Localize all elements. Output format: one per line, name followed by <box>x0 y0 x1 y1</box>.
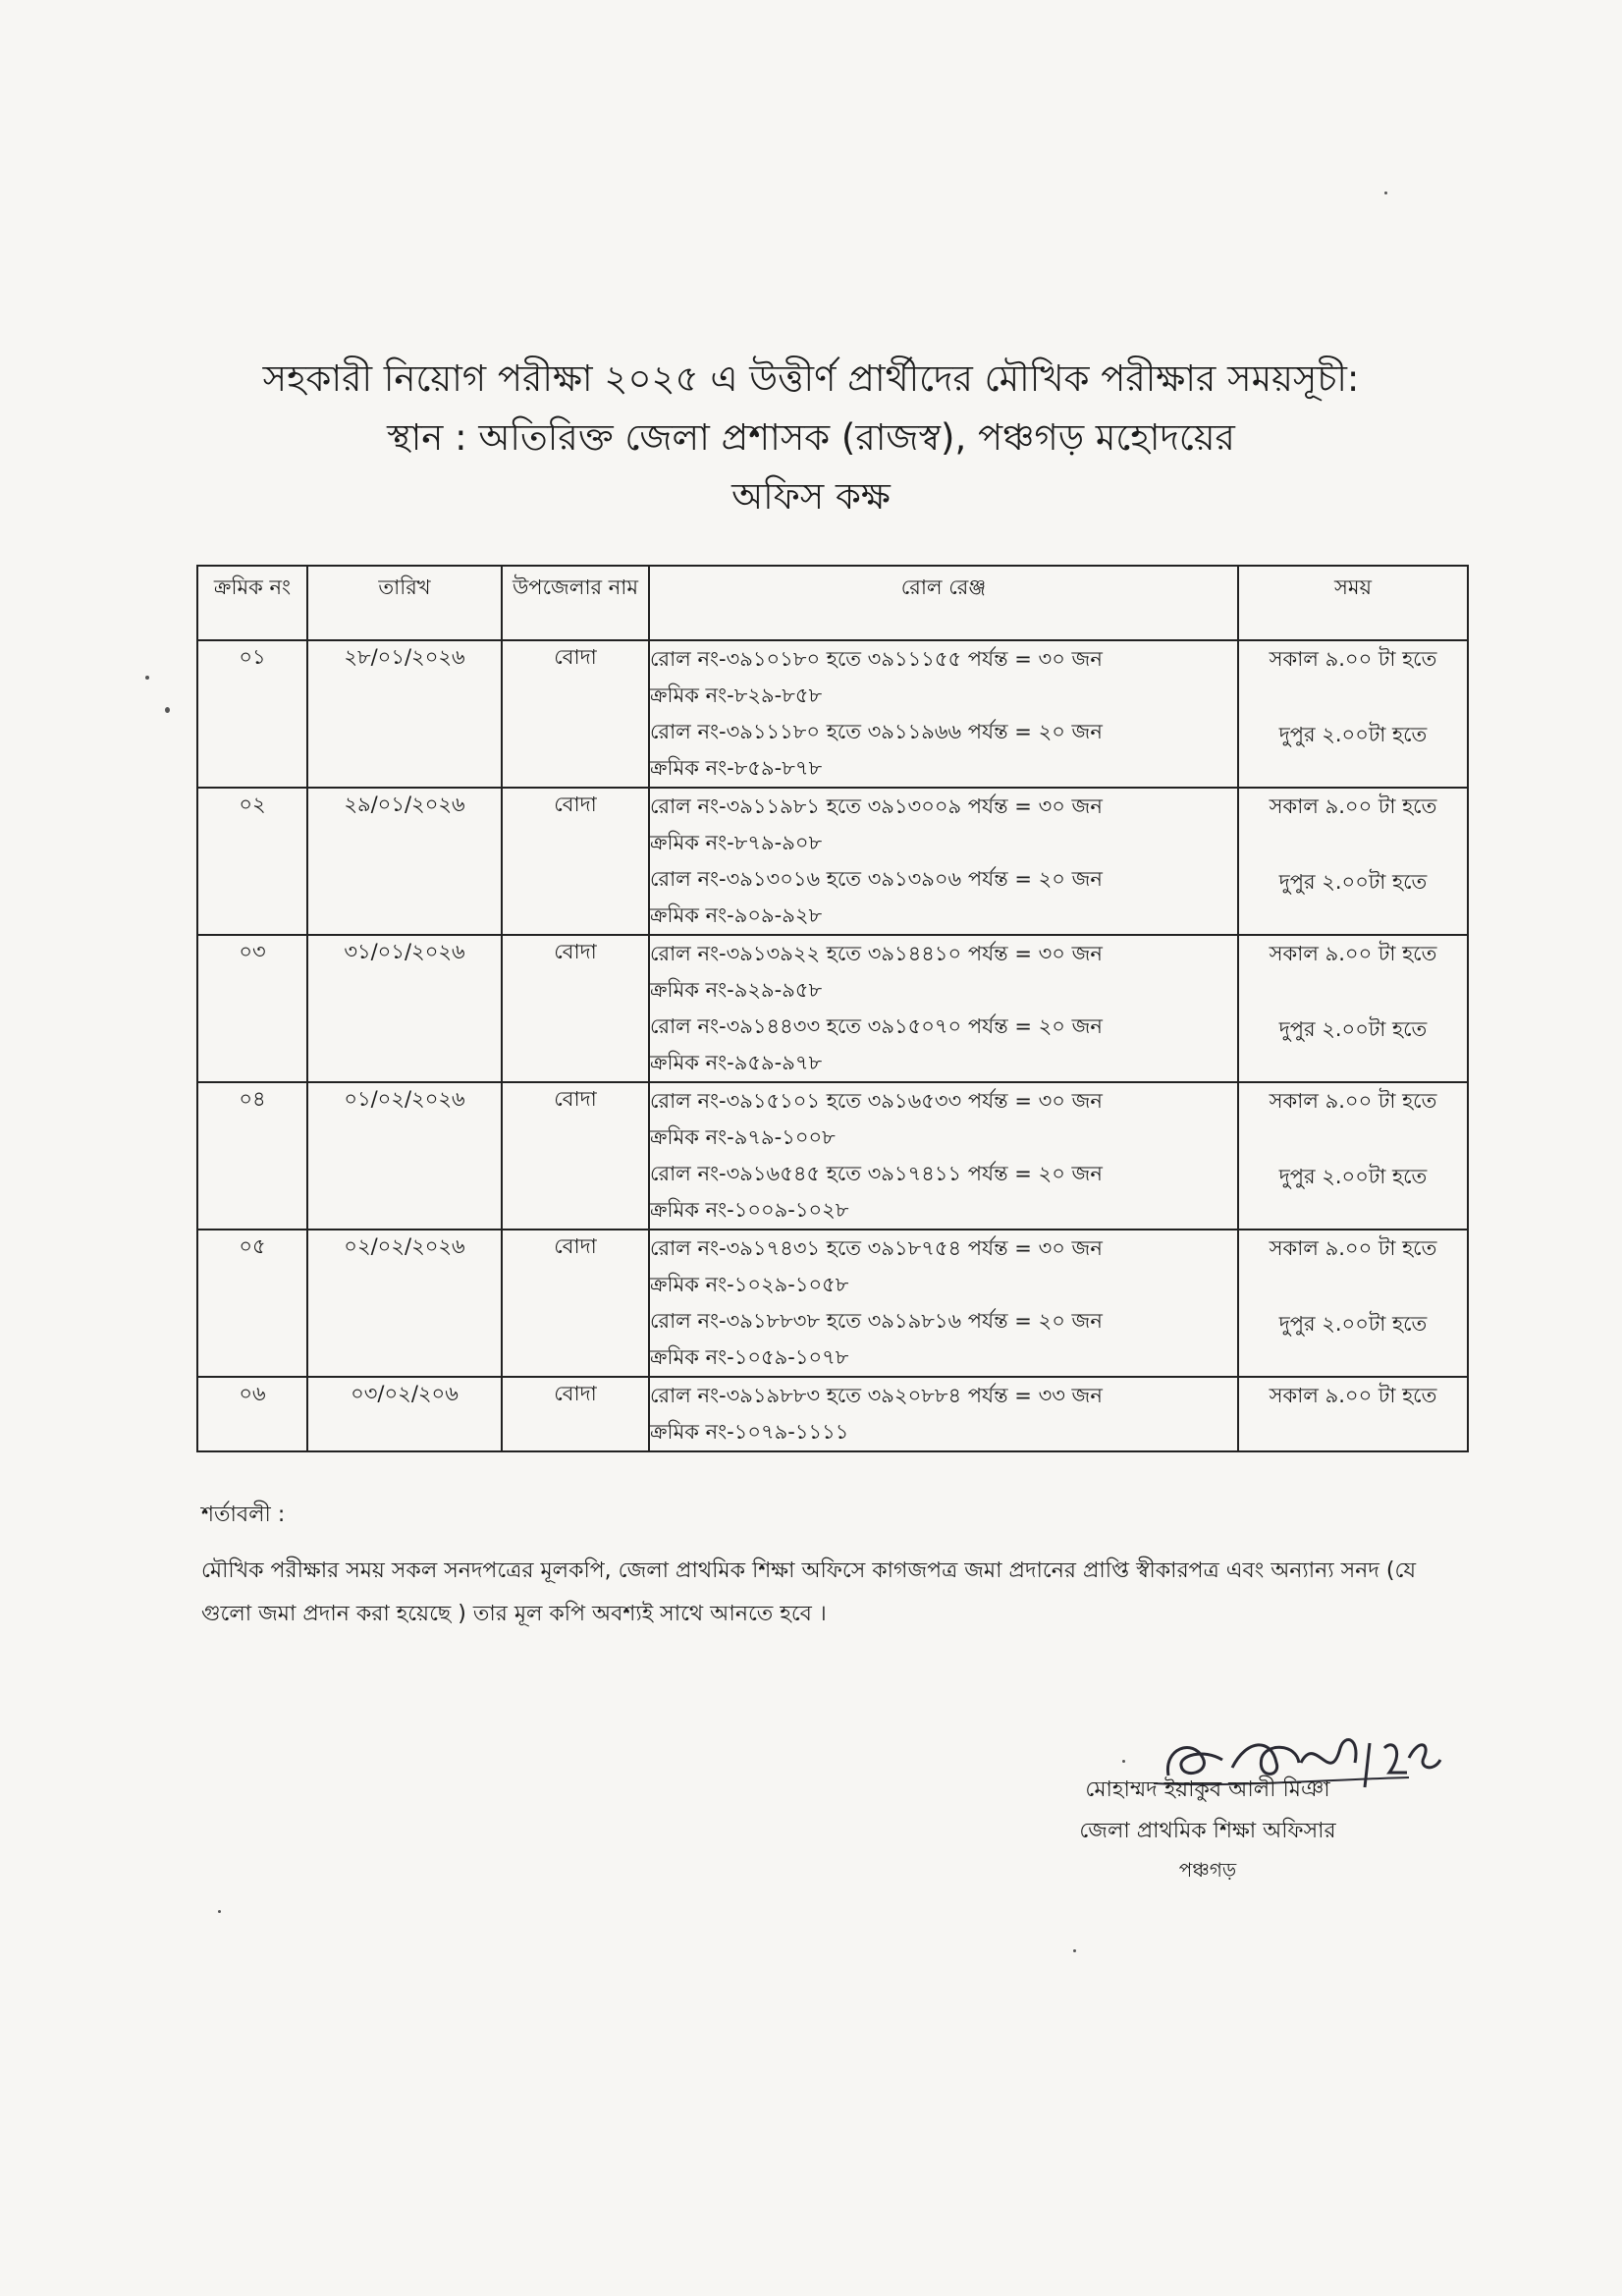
cell-serial: ০৪ <box>197 1082 307 1230</box>
scan-speck <box>145 676 149 680</box>
notice-venue: স্থান : অতিরিক্ত জেলা প্রশাসক (রাজস্ব), পঞ্চগড় মহোদয়ের <box>387 416 1235 459</box>
roll-range-line: রোল নং-৩৯১৩০১৬ হতে ৩৯১৩৯০৬ পর্যন্ত = ২০ জন <box>650 867 1103 891</box>
serial-range-line: ক্রমিক নং-১০৭৯-১১১১ <box>650 1420 849 1444</box>
cell-roll-range <box>649 1377 1238 1451</box>
serial-range-line: ক্রমিক নং-১০২৯-১০৫৮ <box>650 1273 849 1296</box>
morning-time: সকাল ৯.০০ টা হতে <box>1269 647 1437 671</box>
schedule-table <box>196 565 1469 1452</box>
cell-time <box>1238 1230 1468 1377</box>
afternoon-time: দুপুর ২.০০টা হতে <box>1278 1312 1428 1336</box>
cell-date: ২৯/০১/২০২৬ <box>307 788 502 935</box>
signatory-designation: জেলা প্রাথমিক শিক্ষা অফিসার <box>1079 1819 1336 1843</box>
cell-date: ০৩/০২/২০৬ <box>307 1377 502 1451</box>
scan-speck <box>1073 1949 1076 1952</box>
roll-range-line: রোল নং-৩৯১৪৪৩৩ হতে ৩৯১৫০৭০ পর্যন্ত = ২০ জন <box>650 1014 1103 1038</box>
cell-serial: ০৩ <box>197 935 307 1082</box>
roll-range-line: রোল নং-৩৯১৮৮৩৮ হতে ৩৯১৯৮১৬ পর্যন্ত = ২০ জন <box>650 1309 1103 1333</box>
cell-roll-range <box>649 640 1238 788</box>
cell-upazila: বোদা <box>502 935 649 1082</box>
morning-time: সকাল ৯.০০ টা হতে <box>1269 942 1437 965</box>
serial-range-line: ক্রমিক নং-৮৫৯-৮৭৮ <box>650 756 823 780</box>
cell-upazila: বোদা <box>502 1082 649 1230</box>
serial-range-line: ক্রমিক নং-১০৫৯-১০৭৮ <box>650 1345 849 1369</box>
table-row <box>197 788 1468 935</box>
cell-upazila: বোদা <box>502 1377 649 1451</box>
table-row <box>197 640 1468 788</box>
notice-venue-room: অফিস কক্ষ <box>731 475 891 518</box>
scan-speck <box>218 1910 221 1913</box>
header-time: সময় <box>1238 566 1468 640</box>
cell-time <box>1238 1377 1468 1451</box>
morning-time: সকাল ৯.০০ টা হতে <box>1269 1089 1437 1113</box>
afternoon-time: দুপুর ২.০০টা হতে <box>1278 723 1428 746</box>
header-serial: ক্রমিক নং <box>197 566 307 640</box>
roll-range-line: রোল নং-৩৯১৩৯২২ হতে ৩৯১৪৪১০ পর্যন্ত = ৩০ জন <box>650 942 1103 965</box>
roll-range-line: রোল নং-৩৯১০১৮০ হতে ৩৯১১১৫৫ পর্যন্ত = ৩০ জন <box>650 647 1103 671</box>
cell-time <box>1238 788 1468 935</box>
cell-upazila: বোদা <box>502 640 649 788</box>
terms-heading: শর্তাবলী : <box>201 1503 286 1527</box>
afternoon-time: দুপুর ২.০০টা হতে <box>1278 1165 1428 1188</box>
morning-time: সকাল ৯.০০ টা হতে <box>1269 1236 1437 1260</box>
serial-range-line: ক্রমিক নং-৮৭৯-৯০৮ <box>650 831 823 854</box>
cell-date: ২৮/০১/২০২৬ <box>307 640 502 788</box>
cell-roll-range <box>649 1082 1238 1230</box>
cell-time <box>1238 1082 1468 1230</box>
roll-range-line: রোল নং-৩৯১১১৮০ হতে ৩৯১১৯৬৬ পর্যন্ত = ২০ জন <box>650 720 1103 743</box>
cell-serial: ০১ <box>197 640 307 788</box>
table-row <box>197 1082 1468 1230</box>
scan-speck <box>165 707 170 713</box>
table-row <box>197 1230 1468 1377</box>
cell-time <box>1238 935 1468 1082</box>
cell-roll-range <box>649 935 1238 1082</box>
afternoon-time: দুপুর ২.০০টা হতে <box>1278 1017 1428 1041</box>
roll-range-line: রোল নং-৩৯১৯৮৮৩ হতে ৩৯২০৮৮৪ পর্যন্ত = ৩৩ জন <box>650 1384 1103 1407</box>
cell-time <box>1238 640 1468 788</box>
cell-upazila: বোদা <box>502 1230 649 1377</box>
header-date: তারিখ <box>307 566 502 640</box>
roll-range-line: রোল নং-৩৯১৫১০১ হতে ৩৯১৬৫৩৩ পর্যন্ত = ৩০ জন <box>650 1089 1103 1113</box>
serial-range-line: ক্রমিক নং-৯০৯-৯২৮ <box>650 903 823 927</box>
cell-date: ০২/০২/২০২৬ <box>307 1230 502 1377</box>
cell-roll-range <box>649 1230 1238 1377</box>
morning-time: সকাল ৯.০০ টা হতে <box>1269 1384 1437 1407</box>
serial-range-line: ক্রমিক নং-৯৭৯-১০০৮ <box>650 1125 836 1149</box>
cell-date: ৩১/০১/২০২৬ <box>307 935 502 1082</box>
signatory-place: পঞ্চগড় <box>1178 1858 1237 1882</box>
signatory-name: মোহাম্মদ ইয়াকুব আলী মিঞা <box>1085 1777 1330 1802</box>
roll-range-line: রোল নং-৩৯১১৯৮১ হতে ৩৯১৩০০৯ পর্যন্ত = ৩০ জন <box>650 794 1103 818</box>
cell-serial: ০২ <box>197 788 307 935</box>
serial-range-line: ক্রমিক নং-৯২৯-৯৫৮ <box>650 978 823 1002</box>
cell-serial: ০৫ <box>197 1230 307 1377</box>
serial-range-line: ক্রমিক নং-৯৫৯-৯৭৮ <box>650 1051 823 1074</box>
serial-range-line: ক্রমিক নং-১০০৯-১০২৮ <box>650 1198 849 1222</box>
scan-speck <box>1122 1760 1125 1763</box>
serial-range-line: ক্রমিক নং-৮২৯-৮৫৮ <box>650 683 823 707</box>
roll-range-line: রোল নং-৩৯১৭৪৩১ হতে ৩৯১৮৭৫৪ পর্যন্ত = ৩০ জন <box>650 1236 1103 1260</box>
cell-date: ০১/০২/২০২৬ <box>307 1082 502 1230</box>
afternoon-time: দুপুর ২.০০টা হতে <box>1278 870 1428 894</box>
cell-upazila: বোদা <box>502 788 649 935</box>
morning-time: সকাল ৯.০০ টা হতে <box>1269 794 1437 818</box>
table-header-row <box>197 566 1468 640</box>
table-row <box>197 1377 1468 1451</box>
scan-speck <box>1384 191 1387 194</box>
roll-range-line: রোল নং-৩৯১৬৫৪৫ হতে ৩৯১৭৪১১ পর্যন্ত = ২০ জন <box>650 1162 1103 1185</box>
cell-roll-range <box>649 788 1238 935</box>
notice-title: সহকারী নিয়োগ পরীক্ষা ২০২৫ এ উত্তীর্ণ প্রার্থীদের মৌখিক পরীক্ষার সময়সূচী: <box>262 357 1360 400</box>
header-upazila: উপজেলার নাম <box>502 566 649 640</box>
terms-body: মৌখিক পরীক্ষার সময় সকল সনদপত্রের মূলকপি, জেলা প্রাথমিক শিক্ষা অফিসে কাগজপত্র জমা প্রদানের প্রাপ্তি স্বীকারপত্র এবং অন্যান্য সনদ (যে গুলো জমা প্রদান করা হয়েছে ) তার মূল কপি অবশ্যই সাথে আনতে হবে । <box>201 1558 1417 1626</box>
table-row <box>197 935 1468 1082</box>
cell-serial: ০৬ <box>197 1377 307 1451</box>
header-roll-range: রোল রেঞ্জ <box>649 566 1238 640</box>
